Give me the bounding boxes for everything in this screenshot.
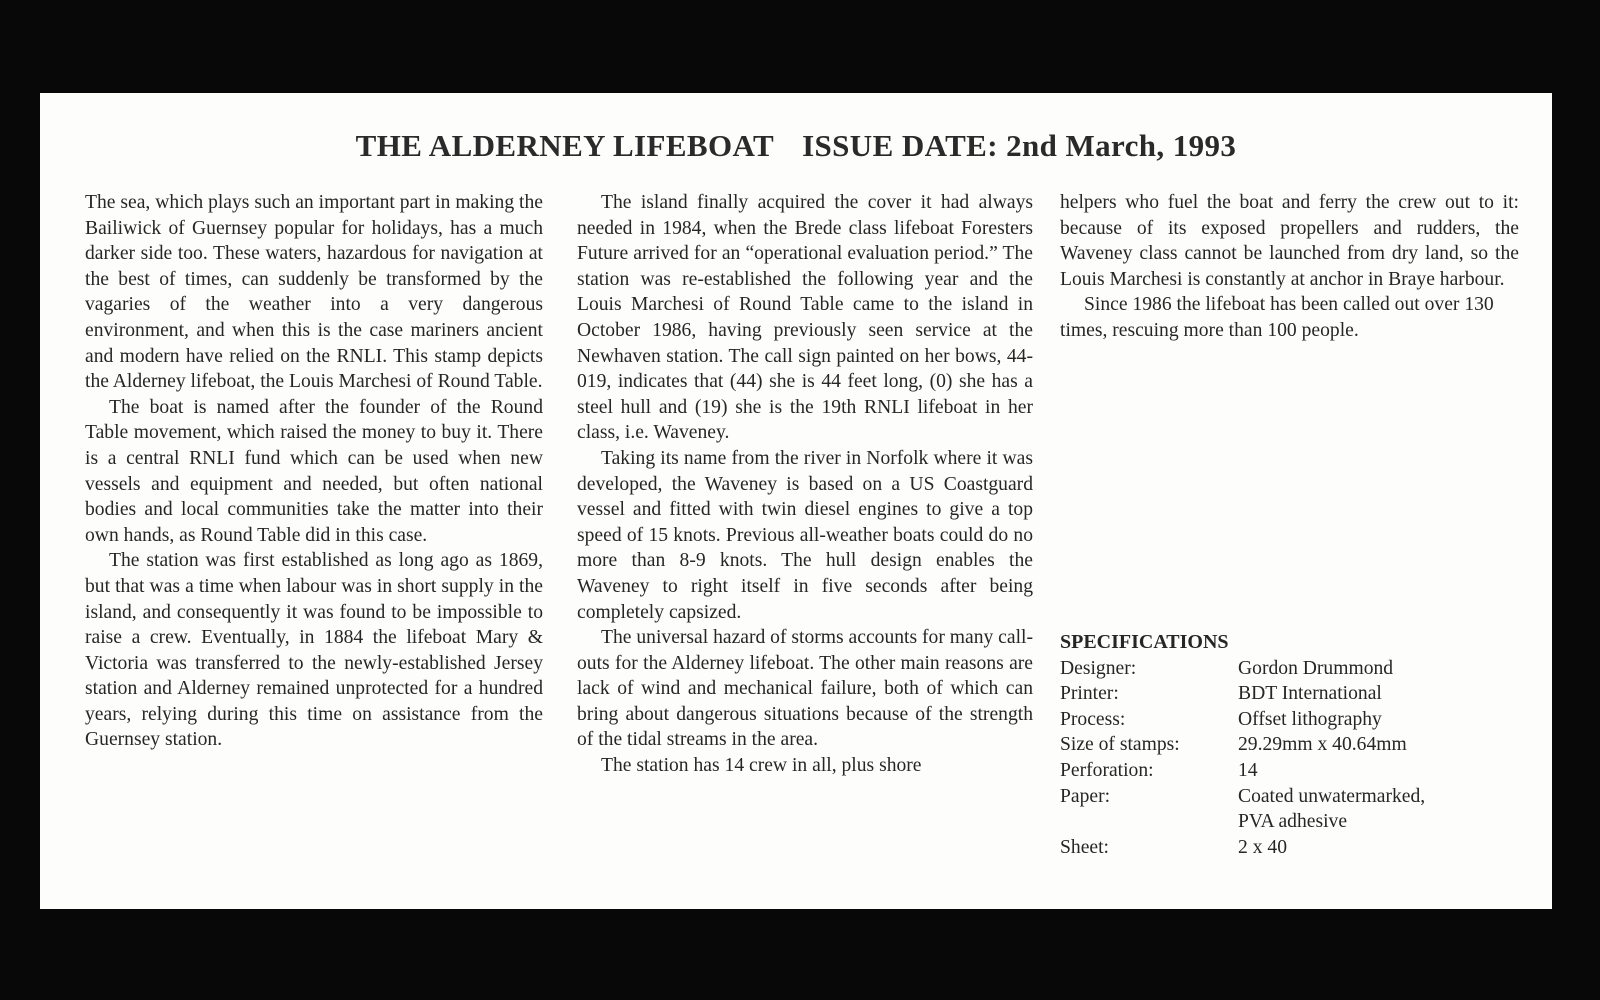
text-column-1	[85, 190, 543, 753]
paragraph: The station has 14 crew in all, plus shore	[601, 755, 922, 777]
spec-value: 2 x 40	[1238, 836, 1287, 858]
spec-value: Offset lithography	[1238, 708, 1382, 730]
spec-label: Paper:	[1060, 785, 1111, 807]
spec-value-line: PVA adhesive	[1238, 811, 1348, 833]
info-card	[40, 93, 1552, 909]
paragraph: The island finally acquired the cover it had always needed in 1984, when the Brede class lifeboat Foresters Future arrived for an “operational evaluation period.” The station was re-established the following year and the Louis Marchesi of Round Table came to the island in October 1986, having previously seen service at the Newhaven station. The call sign painted on her bows, 44-019, indicates that (44) she is 44 feet long, (0) she has a steel hull and (19) she is the 19th RNLI lifeboat in her class, i.e. Waveney.	[577, 192, 1033, 444]
spec-value	[1238, 784, 1520, 835]
text-column-2	[577, 190, 1033, 779]
paragraph: Since 1986 the lifeboat has been called out over 130 times, rescuing more than 100 people.	[1060, 294, 1494, 341]
spec-row-printer	[1060, 681, 1520, 707]
spec-value: Gordon Drummond	[1238, 657, 1394, 679]
paragraph: Taking its name from the river in Norfolk where it was developed, the Waveney is based on a US Coastguard vessel and fitted with twin diesel engines to give a top speed of 15 knots. Previous all-weather boats could do no more than 8-9 knots. The hull design enables the Waveney to right itself in five seconds after being completely capsized.	[577, 447, 1033, 623]
paragraph: The universal hazard of storms accounts for many call-outs for the Alderney lifeboat. The other main reasons are lack of wind and mechanical failure, both of which can bring about dangerous situations because of the strength of the tidal streams in the area.	[577, 627, 1033, 751]
paragraph: The station was first established as long ago as 1869, but that was a time when labour was in short supply in the island, and consequently it was found to be impossible to raise a crew. Eventually, in 1884 the lifeboat Mary & Victoria was transferred to the newly-established Jersey station and Alderney remained unprotected for a hundred years, relying during this time on assistance from the Guernsey station.	[85, 550, 543, 751]
spec-label: Perforation:	[1060, 759, 1154, 781]
spec-label: Printer:	[1060, 683, 1119, 705]
specifications-heading: SPECIFICATIONS	[1060, 631, 1229, 653]
spec-row-process	[1060, 707, 1520, 733]
specifications	[1060, 630, 1520, 860]
paragraph: The boat is named after the founder of the Round Table movement, which raised the money to buy it. There is a central RNLI fund which can be used when new vessels and equipment and needed, but often national bodies and local communities take the matter into their own hands, as Round Table did in this case.	[85, 396, 543, 546]
page-title	[40, 128, 1552, 164]
spec-label: Designer:	[1060, 657, 1137, 679]
paragraph: helpers who fuel the boat and ferry the crew out to it: because of its exposed propellers and rudders, the Waveney class cannot be launched from dry land, so the Louis Marchesi is constantly at anchor in Braye harbour.	[1060, 192, 1519, 290]
title-left: THE ALDERNEY LIFEBOAT	[355, 128, 775, 163]
spec-value: BDT International	[1238, 683, 1382, 705]
text-column-3	[1060, 190, 1519, 344]
spec-value: 14	[1238, 759, 1258, 781]
spec-row-sheet	[1060, 835, 1520, 861]
spec-row-perforation	[1060, 758, 1520, 784]
spec-row-size	[1060, 732, 1520, 758]
spec-row-paper	[1060, 784, 1520, 835]
spec-value-line: Coated unwatermarked,	[1238, 785, 1426, 807]
spec-row-designer	[1060, 656, 1520, 682]
spec-value: 29.29mm x 40.64mm	[1238, 734, 1407, 756]
paragraph: The sea, which plays such an important part in making the Bailiwick of Guernsey popular for holidays, has a much darker side too. These waters, hazardous for navigation at the best of times, can suddenly be transformed by the vagaries of the weather into a very dangerous environment, and when this is the case mariners ancient and modern have relied on the RNLI. This stamp depicts the Alderney lifeboat, the Louis Marchesi of Round Table.	[85, 192, 543, 393]
spec-label: Process:	[1060, 708, 1126, 730]
title-issue-date: ISSUE DATE: 2nd March, 1993	[802, 128, 1237, 163]
spec-label: Size of stamps:	[1060, 734, 1180, 756]
spec-label: Sheet:	[1060, 836, 1109, 858]
